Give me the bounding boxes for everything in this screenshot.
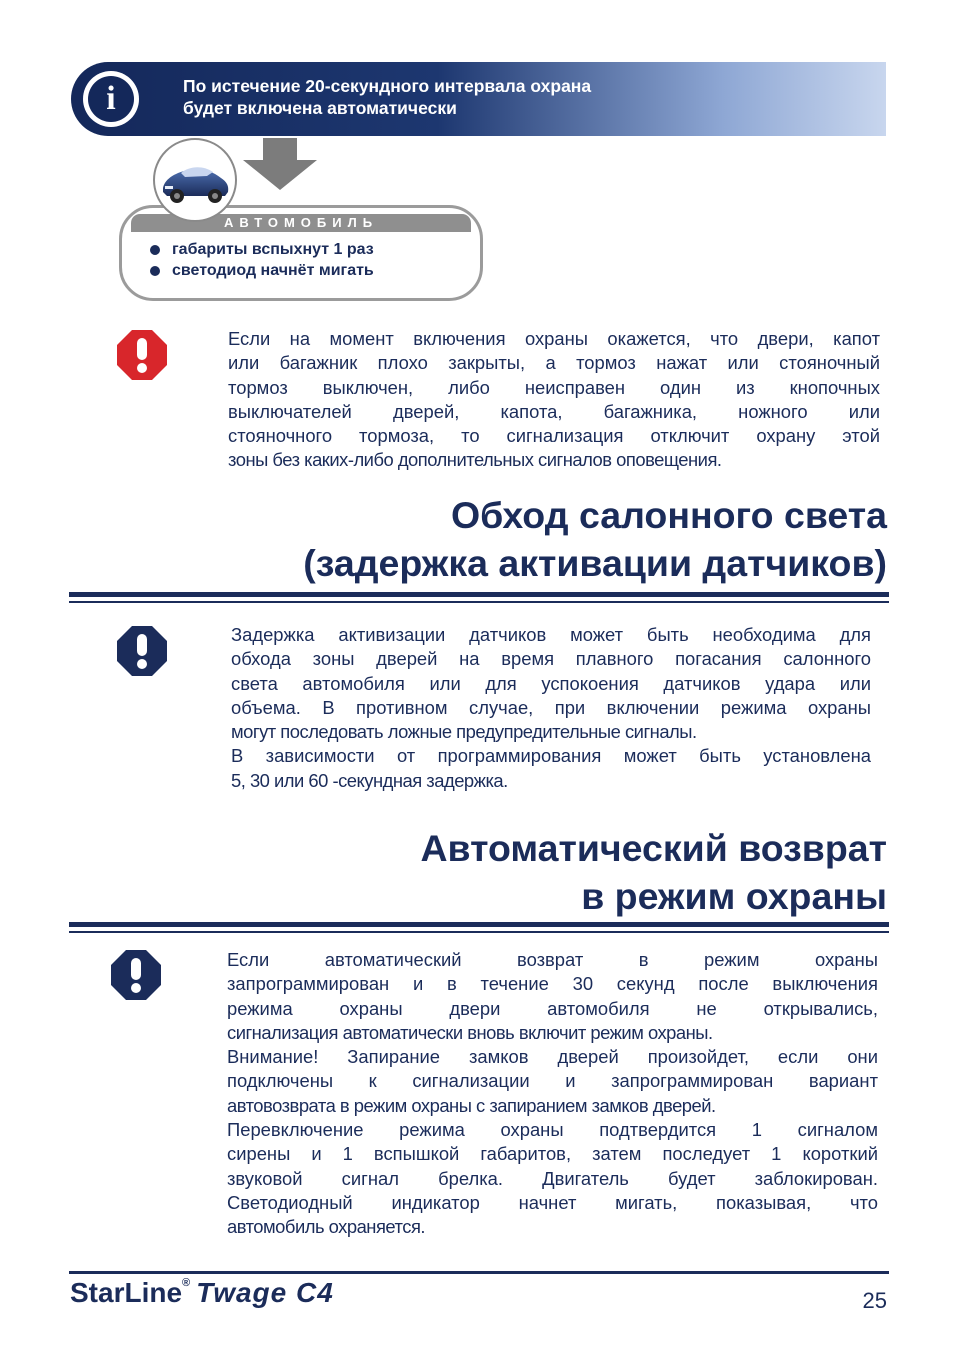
section-title-interior-light: Обход салонного света (задержка активации датчиков) <box>303 494 887 584</box>
warning-paragraph-1: Если на момент включения охраны окажется, что двери, капот или багажник плохо закрыты, а тормоз нажат или стояночный тормоз выключен, либо неисправен один из кнопочных выключателей дверей, капота, багажника, ножного или стояночного тормоза, то сигнализация отключит охрану этой зоны без каких-либо дополнительных сигналов оповещения. <box>228 328 880 471</box>
blue-exclamation-icon <box>117 626 167 676</box>
car-panel-header: АВТОМОБИЛЬ <box>131 214 471 232</box>
section2-paragraph: Если автоматический возврат в режим охраны запрограммирован и в течение 30 секунд после выключения режима охраны двери автомобиля не открывались, сигнализация автоматически вновь включит режим охраны. Внимание! Запирание замков дверей произойдет, если они подключены к сигнализации и запрограммирован вариант автовозврата в режим охраны с запиранием замков дверей. Перевключение режима охраны подтвердится 1 сигналом сирены и 1 вспышкой габаритов, затем последует 1 короткий звуковой сигнал брелка. Двигатель будет заблокирован. Светодиодный индикатор начнет мигать, показывая, что автомобиль охраняется. <box>227 949 878 1238</box>
section-divider <box>69 601 889 603</box>
brand-logo: StarLine® Twage C4 <box>70 1277 334 1308</box>
info-icon: i <box>83 71 139 127</box>
car-status-list <box>148 239 468 281</box>
list-item: светодиод начнёт мигать <box>148 260 468 281</box>
blue-exclamation-icon <box>111 950 161 1000</box>
section-divider <box>69 931 889 933</box>
red-exclamation-icon <box>117 330 167 380</box>
info-banner-text: По истечение 20-секундного интервала охрана будет включена автоматически <box>183 76 592 118</box>
section-divider <box>69 922 889 927</box>
section-title-auto-rearm: Автоматический возврат в режим охраны <box>420 827 887 917</box>
page-number: 25 <box>862 1288 887 1313</box>
list-item: габариты вспыхнут 1 раз <box>148 239 468 260</box>
section1-paragraph: Задержка активизации датчиков может быть необходима для обхода зоны дверей на время плавного погасания салонного света автомобиля или для успокоения датчиков удара или объема. В противном случае, при включении режима охраны могут последовать ложные предупредительные сигналы. В зависимости от программирования может быть установлена 5, 30 или 60 -секундная задержка. <box>231 624 871 791</box>
down-arrow-icon <box>243 138 317 190</box>
car-icon <box>153 138 237 222</box>
footer-divider <box>69 1271 889 1274</box>
section-divider <box>69 592 889 597</box>
